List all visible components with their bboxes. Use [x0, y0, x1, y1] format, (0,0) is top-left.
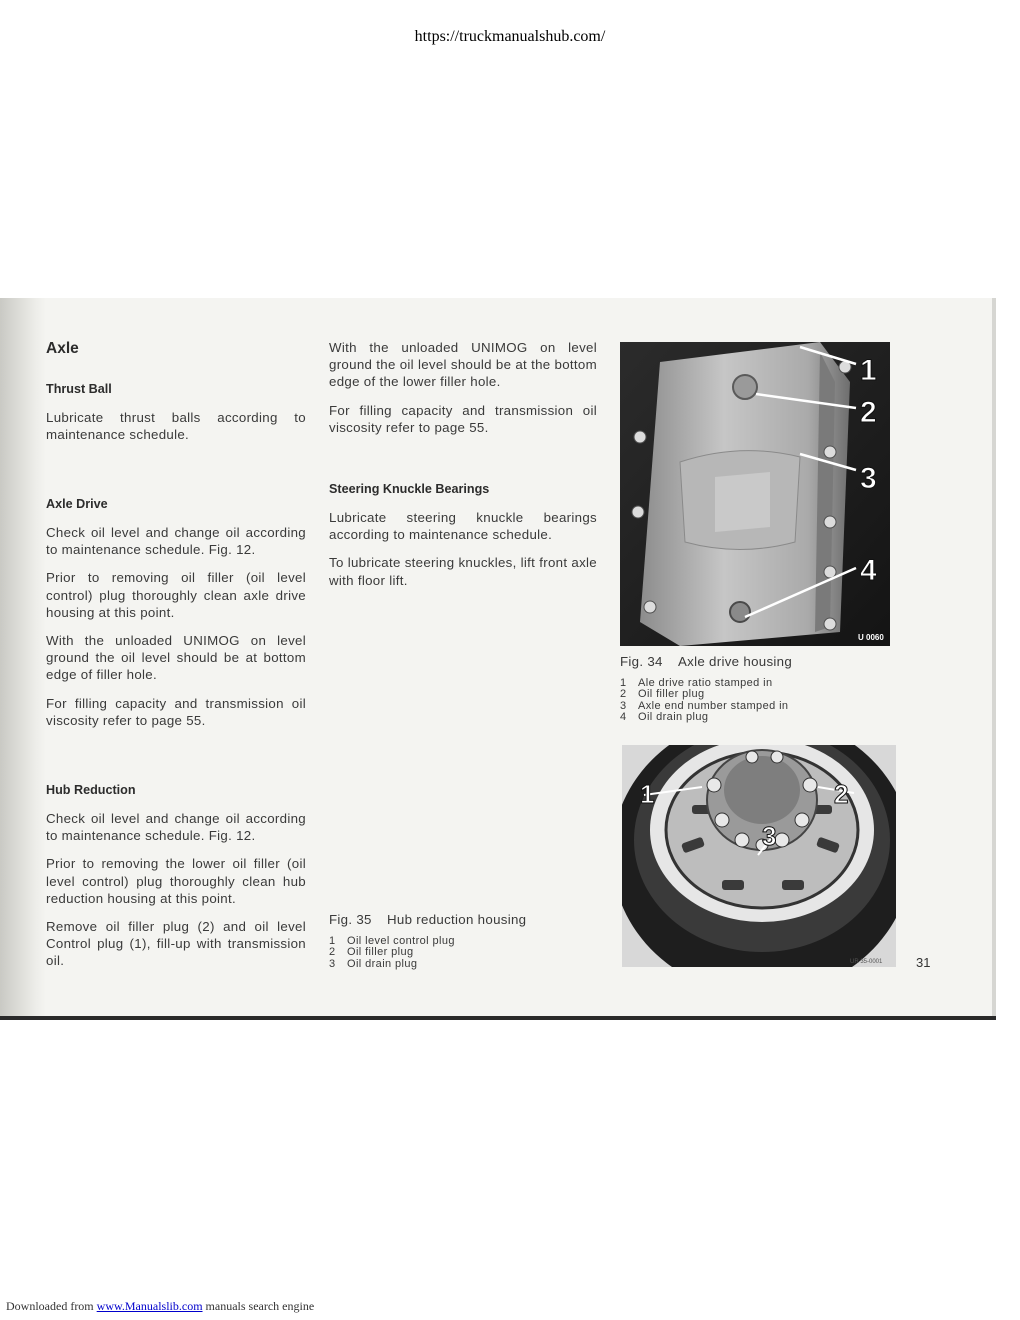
- paragraph: Remove oil filler plug (2) and oil level Control plug (1), fill-up with transmission oil.: [46, 919, 306, 969]
- legend-item: 3 Oil drain plug: [329, 957, 418, 970]
- fig35-legend: [329, 936, 455, 970]
- legend-item: 1 Ale drive ratio stamped in: [620, 677, 773, 689]
- paragraph: Check oil level and change oil according to maintenance schedule. Fig. 12.: [46, 525, 306, 558]
- legend-item: 2 Oil filler plug: [620, 688, 705, 701]
- callout-3: 3: [860, 462, 877, 495]
- oil-level-text: [329, 339, 597, 447]
- callout-1: 1: [640, 779, 655, 809]
- fig35-title: Hub reduction housing: [387, 912, 527, 927]
- paragraph: Lubricate thrust balls according to maintenance schedule.: [46, 410, 306, 443]
- steering-text: [329, 509, 597, 600]
- callout-2: 2: [834, 779, 849, 809]
- thrust-ball-text: [46, 409, 306, 454]
- axle-drive-text: [46, 524, 306, 740]
- fig35-photo: [622, 745, 896, 967]
- footer-suffix: manuals search engine: [205, 1299, 315, 1313]
- footer-prefix: Downloaded from: [6, 1299, 94, 1313]
- heading-thrust-ball: Thrust Ball: [46, 382, 112, 396]
- section-title-axle: Axle: [46, 340, 79, 357]
- hub-reduction-housing-image: [622, 745, 896, 967]
- fig34-number: Fig. 34: [620, 654, 663, 669]
- paragraph: For filling capacity and transmission oil viscosity refer to page 55.: [329, 402, 597, 435]
- footer: [6, 1299, 314, 1314]
- callout-4: 4: [860, 554, 877, 587]
- manualslib-link[interactable]: www.Manualslib.com: [96, 1299, 203, 1313]
- axle-drive-housing-image: [620, 342, 890, 646]
- callout-2: 2: [860, 396, 877, 429]
- fig34-photo-code: U 0060: [858, 633, 884, 642]
- hub-reduction-text: [46, 810, 306, 981]
- paragraph: Prior to removing the lower oil filler (oil level control) plug thoroughly clean hub reduction housing at this point.: [46, 856, 306, 906]
- fig35-caption: [329, 912, 526, 927]
- fig34-photo: [620, 342, 890, 646]
- legend-item: 2 Oil filler plug: [329, 946, 414, 959]
- paragraph: Lubricate steering knuckle bearings according to maintenance schedule.: [329, 510, 597, 543]
- paragraph: With the unloaded UNIMOG on level ground the oil level should be at bottom edge of filler hole.: [46, 633, 306, 683]
- fig34-legend: [620, 678, 788, 724]
- page-number: 31: [916, 955, 931, 970]
- paragraph: With the unloaded UNIMOG on level ground the oil level should be at the bottom edge of the lower filler hole.: [329, 340, 597, 390]
- paragraph: For filling capacity and transmission oil viscosity refer to page 55.: [46, 695, 306, 728]
- heading-steering-knuckle: Steering Knuckle Bearings: [329, 482, 490, 496]
- callout-3: 3: [762, 821, 777, 851]
- heading-axle-drive: Axle Drive: [46, 497, 108, 511]
- fig35-number: Fig. 35: [329, 912, 372, 927]
- page-bottom-edge: [0, 1016, 996, 1020]
- heading-hub-reduction: Hub Reduction: [46, 783, 136, 797]
- callout-1: 1: [860, 354, 877, 387]
- header-url: https://truckmanualshub.com/: [414, 28, 606, 45]
- page-edge: [992, 298, 996, 1020]
- paragraph: To lubricate steering knuckles, lift front axle with floor lift.: [329, 555, 597, 588]
- legend-item: 4 Oil drain plug: [620, 711, 709, 724]
- fig35-photo-code: UR 35-0001: [850, 959, 883, 965]
- fig34-caption: [620, 654, 792, 669]
- binding-shadow: [0, 298, 46, 1020]
- legend-item: 3 Axle end number stamped in: [620, 699, 789, 712]
- legend-item: 1 Oil level control plug: [329, 935, 455, 947]
- paragraph: Check oil level and change oil according to maintenance schedule. Fig. 12.: [46, 811, 306, 844]
- paragraph: Prior to removing oil filler (oil level control) plug thoroughly clean axle drive housing at this point.: [46, 570, 306, 620]
- fig34-title: Axle drive housing: [678, 654, 793, 669]
